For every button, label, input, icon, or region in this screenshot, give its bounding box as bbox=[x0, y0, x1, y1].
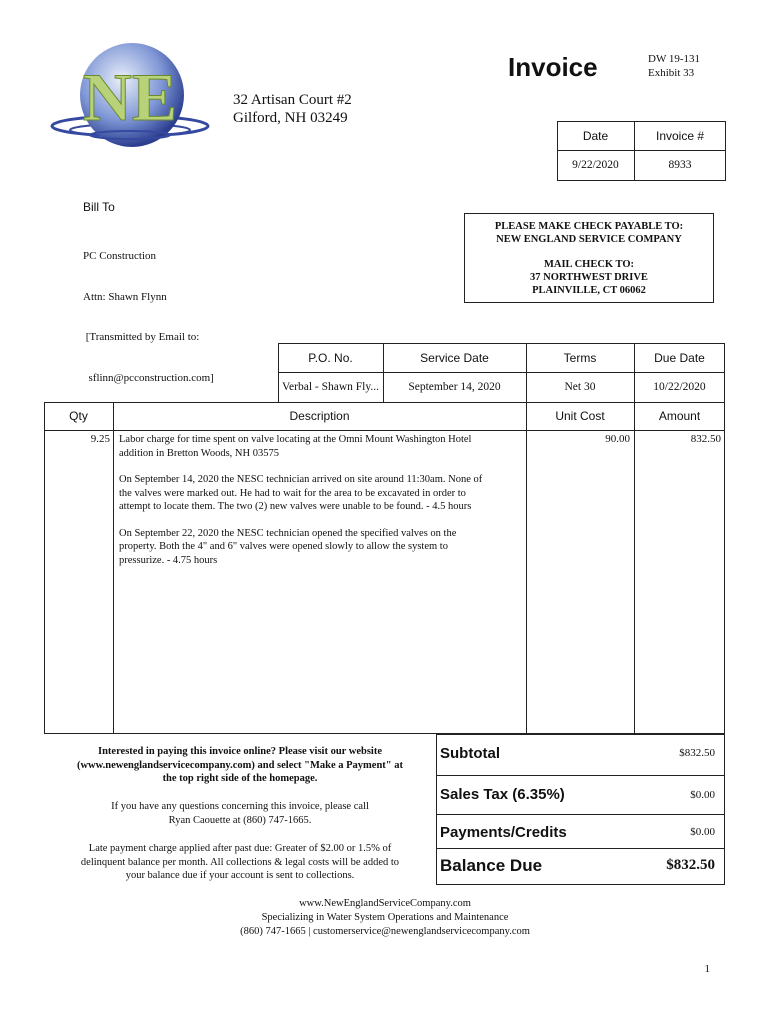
invoice-number-label: Invoice # bbox=[655, 129, 705, 143]
late-line-2: delinquent balance per month. All collections & legal costs will be added to bbox=[80, 856, 400, 868]
late-line-1: Late payment charge applied after past due: Greater of $2.00 or 1.5% of bbox=[88, 843, 392, 854]
item-description bbox=[119, 433, 524, 567]
service-date-value: September 14, 2020 bbox=[408, 381, 501, 393]
online-note-line-1: Interested in paying this invoice online? Please visit our website bbox=[98, 746, 382, 757]
footer-website: www.NewEnglandServiceCompany.com bbox=[299, 898, 471, 909]
bill-to-line-1: PC Construction bbox=[83, 250, 157, 262]
logo-graphic bbox=[50, 40, 210, 155]
item-para2-line-2: property. Both the 4" and 6" valves were opened slowly to allow the system to bbox=[119, 541, 448, 552]
mail-city: PLAINVILLE, CT 06062 bbox=[532, 285, 646, 296]
service-date-label: Service Date bbox=[420, 351, 489, 365]
bill-to-line-2: Attn: Shawn Flynn bbox=[83, 290, 167, 303]
balance-due-label: Balance Due bbox=[440, 856, 543, 875]
terms-value: Net 30 bbox=[564, 381, 596, 393]
po-label: P.O. No. bbox=[308, 351, 353, 365]
item-desc-line-2: addition in Bretton Woods, NH 03575 bbox=[119, 447, 279, 459]
address-line-2: Gilford, NH 03249 bbox=[233, 110, 348, 126]
unit-cost-header: Unit Cost bbox=[555, 409, 605, 423]
bill-to-label: Bill To bbox=[83, 200, 115, 214]
company-logo bbox=[50, 40, 210, 155]
item-unit-cost: 90.00 bbox=[605, 433, 630, 445]
terms-label: Terms bbox=[563, 351, 597, 365]
logo-letters: NE bbox=[82, 59, 178, 135]
late-line-3: your balance due if your account is sent to collections. bbox=[125, 870, 355, 881]
item-para1-line-1: On September 14, 2020 the NESC technician arrived on site around 11:30am. None of bbox=[119, 474, 483, 485]
doc-code: DW 19-131 bbox=[648, 53, 701, 65]
item-desc-line-1: Labor charge for time spent on valve locating at the Omni Mount Washington Hotel bbox=[119, 434, 472, 445]
payments-credits-value: $0.00 bbox=[690, 826, 715, 838]
online-note-line-3: the top right side of the homepage. bbox=[162, 773, 318, 784]
company-footer bbox=[0, 897, 770, 939]
questions-line-2: Ryan Caouette at (860) 747-1665. bbox=[168, 814, 312, 826]
sales-tax-label: Sales Tax (6.35%) bbox=[440, 786, 565, 803]
date-label: Date bbox=[582, 129, 609, 143]
due-date-label: Due Date bbox=[654, 351, 705, 365]
questions-note bbox=[44, 800, 436, 827]
due-date-value: 10/22/2020 bbox=[653, 381, 706, 393]
online-payment-note bbox=[44, 745, 436, 786]
footer-tagline: Specializing in Water System Operations and Maintenance bbox=[261, 912, 509, 923]
footer-contact: (860) 747-1665 | customerservice@newenglandservicecompany.com bbox=[240, 926, 530, 937]
mail-check-label: MAIL CHECK TO: bbox=[543, 259, 635, 270]
page-number: 1 bbox=[704, 963, 710, 975]
subtotal-label: Subtotal bbox=[440, 745, 500, 762]
exhibit-label: Exhibit 33 bbox=[648, 67, 695, 79]
item-qty: 9.25 bbox=[90, 433, 110, 445]
bill-to-line-3: [Transmitted by Email to: bbox=[83, 331, 200, 343]
online-note-line-2: (www.newenglandservicecompany.com) and select "Make a Payment" at bbox=[76, 759, 404, 771]
item-para1-line-2: the valves were marked out. He had to wait for the area to be excavated in order to bbox=[119, 487, 466, 499]
payable-line-1: PLEASE MAKE CHECK PAYABLE TO: bbox=[494, 221, 684, 232]
invoice-title: Invoice bbox=[508, 52, 598, 82]
late-payment-note bbox=[44, 842, 436, 883]
questions-line-1: If you have any questions concerning this invoice, please call bbox=[111, 801, 369, 812]
description-header: Description bbox=[289, 409, 350, 423]
address-line-1: 32 Artisan Court #2 bbox=[233, 92, 352, 108]
balance-due-value: $832.50 bbox=[666, 857, 715, 873]
item-para2-line-3: pressurize. - 4.75 hours bbox=[119, 554, 218, 566]
item-amount: 832.50 bbox=[690, 433, 721, 445]
mail-street: 37 NORTHWEST DRIVE bbox=[530, 272, 648, 283]
subtotal-value: $832.50 bbox=[679, 747, 715, 759]
date-value: 9/22/2020 bbox=[572, 159, 619, 171]
item-para2-line-1: On September 22, 2020 the NESC technician opened the specified valves on the bbox=[119, 527, 457, 539]
payments-credits-label: Payments/Credits bbox=[440, 824, 567, 841]
bill-to-line-4: sflinn@pcconstruction.com] bbox=[83, 371, 214, 384]
payable-line-2: NEW ENGLAND SERVICE COMPANY bbox=[496, 234, 682, 245]
sales-tax-value: $0.00 bbox=[690, 789, 715, 801]
amount-header: Amount bbox=[658, 409, 701, 423]
qty-header: Qty bbox=[69, 409, 88, 423]
item-para1-line-3: attempt to locate them. The two (2) new valves were unable to be found. - 4.5 hours bbox=[119, 501, 472, 512]
invoice-number-value: 8933 bbox=[668, 159, 692, 171]
po-value: Verbal - Shawn Fly... bbox=[282, 381, 379, 393]
payable-box bbox=[464, 213, 714, 303]
bill-to-block bbox=[83, 223, 214, 399]
